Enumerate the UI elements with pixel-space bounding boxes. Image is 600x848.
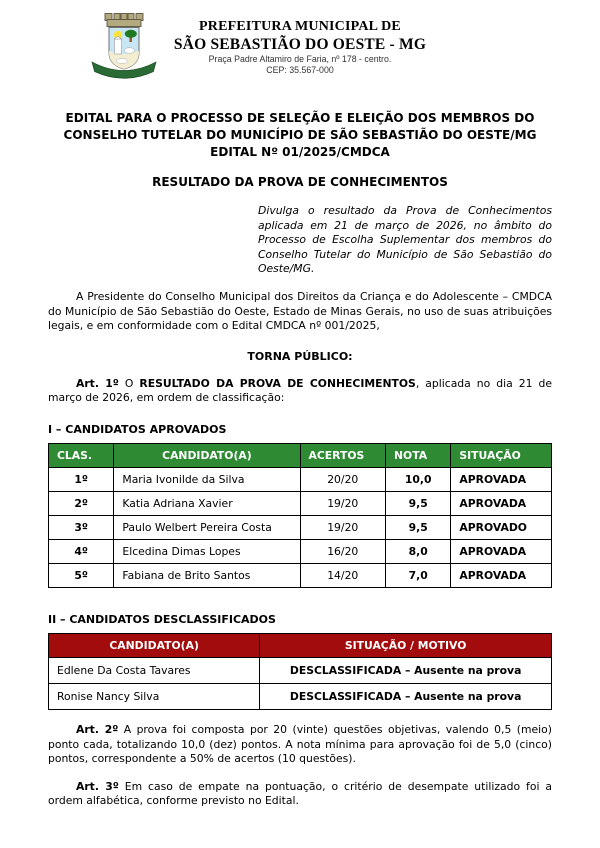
clas-cell: 3º (49, 515, 114, 539)
section-heading-disqualified: II – CANDIDATOS DESCLASSIFICADOS (48, 612, 276, 626)
nota-cell: 9,5 (386, 515, 451, 539)
table-row (49, 683, 552, 709)
proclamation: TORNA PÚBLICO: (247, 349, 353, 363)
situacao-cell: DESCLASSIFICADA – Ausente na prova (260, 657, 552, 683)
acertos-cell: 19/20 (300, 491, 386, 515)
situacao-cell: APROVADO (451, 515, 552, 539)
candidate-cell: Edlene Da Costa Tavares (49, 657, 260, 683)
disqualified-candidates-table (48, 633, 552, 710)
nota-cell: 8,0 (386, 539, 451, 563)
approved-candidates-table (48, 443, 552, 588)
clas-cell: 1º (49, 467, 114, 491)
letterhead (48, 10, 552, 88)
situacao-cell: DESCLASSIFICADA – Ausente na prova (260, 683, 552, 709)
table-header-row (49, 443, 552, 467)
candidate-cell: Paulo Welbert Pereira Costa (114, 515, 300, 539)
nota-cell: 10,0 (386, 467, 451, 491)
org-cep: CEP: 35.567-000 (266, 65, 334, 75)
epigraph: Divulga o resultado da Prova de Conhecimentos aplicada em 21 de março de 2026, no âmbito do Processo de Escolha Suplementar dos membros do Conselho Tutelar do Município de São Sebastião do Oeste/MG. (258, 204, 552, 276)
candidate-cell: Fabiana de Brito Santos (114, 563, 300, 587)
article-1-bold: RESULTADO DA PROVA DE CONHECIMENTOS (139, 376, 416, 390)
acertos-cell: 16/20 (300, 539, 386, 563)
article-3 (48, 780, 552, 809)
situacao-cell: APROVADA (451, 467, 552, 491)
table-row (49, 657, 552, 683)
col-header-candidato: CANDIDATO(A) (49, 633, 260, 657)
acertos-cell: 20/20 (300, 467, 386, 491)
col-header-clas: CLAS. (49, 443, 114, 467)
nota-cell: 9,5 (386, 491, 451, 515)
situacao-cell: APROVADA (451, 539, 552, 563)
col-header-situacao-motivo: SITUAÇÃO / MOTIVO (260, 633, 552, 657)
clas-cell: 2º (49, 491, 114, 515)
article-3-label: Art. 3º (76, 779, 119, 793)
municipal-coat-of-arms-icon (84, 12, 164, 84)
article-2 (48, 723, 552, 767)
article-1-text: O (118, 376, 140, 390)
title-line-2: CONSELHO TUTELAR DO MUNICÍPIO DE SÃO SEBASTIÃO DO OESTE/MG (63, 128, 537, 142)
col-header-candidato: CANDIDATO(A) (114, 443, 300, 467)
article-2-label: Art. 2º (76, 722, 119, 736)
article-3-text: Em caso de empate na pontuação, o critério de desempate utilizado foi a ordem alfabética, conforme previsto no Edital. (48, 779, 552, 808)
col-header-nota: NOTA (386, 443, 451, 467)
table-row (49, 563, 552, 587)
article-1-rest: , aplicada no dia 21 de março de 2026, em ordem de classificação: (48, 376, 552, 405)
preamble: A Presidente do Conselho Municipal dos Direitos da Criança e do Adolescente – CMDCA do Município de São Sebastião do Oeste, Estado de Minas Gerais, no uso de suas atribuições legais, e em conformidade com o Edital CMDCA nº 001/2025, (48, 289, 552, 333)
article-1-label: Art. 1º (76, 376, 119, 390)
acertos-cell: 19/20 (300, 515, 386, 539)
situacao-cell: APROVADA (451, 491, 552, 515)
section-heading-approved: I – CANDIDATOS APROVADOS (48, 422, 227, 436)
candidate-cell: Maria Ivonilde da Silva (114, 467, 300, 491)
org-address: Praça Padre Altamiro de Faria, nº 178 - centro. (208, 54, 392, 64)
title-line-3: EDITAL Nº 01/2025/CMDCA (210, 145, 390, 159)
title-line-1: EDITAL PARA O PROCESSO DE SELEÇÃO E ELEIÇÃO DOS MEMBROS DO (65, 111, 535, 125)
document-title (48, 110, 552, 161)
candidate-cell: Elcedina Dimas Lopes (114, 539, 300, 563)
table-row (49, 539, 552, 563)
nota-cell: 7,0 (386, 563, 451, 587)
clas-cell: 4º (49, 539, 114, 563)
acertos-cell: 14/20 (300, 563, 386, 587)
clas-cell: 5º (49, 563, 114, 587)
org-name-line2: SÃO SEBASTIÃO DO OESTE - MG (173, 36, 427, 53)
table-row (49, 467, 552, 491)
document-subtitle: RESULTADO DA PROVA DE CONHECIMENTOS (152, 175, 448, 189)
article-1 (48, 377, 552, 406)
col-header-acertos: ACERTOS (300, 443, 386, 467)
org-name-line1: PREFEITURA MUNICIPAL DE (199, 19, 401, 34)
col-header-situacao: SITUAÇÃO (451, 443, 552, 467)
table-header-row (49, 633, 552, 657)
table-row (49, 515, 552, 539)
situacao-cell: APROVADA (451, 563, 552, 587)
article-2-text: A prova foi composta por 20 (vinte) questões objetivas, valendo 0,5 (meio) ponto cada, totalizando 10,0 (dez) pontos. A nota mínima para aprovação foi de 5,0 (cinco) pontos, correspondente a 50% de acertos (10 questões). (48, 722, 552, 766)
table-row (49, 491, 552, 515)
candidate-cell: Katia Adriana Xavier (114, 491, 300, 515)
candidate-cell: Ronise Nancy Silva (49, 683, 260, 709)
